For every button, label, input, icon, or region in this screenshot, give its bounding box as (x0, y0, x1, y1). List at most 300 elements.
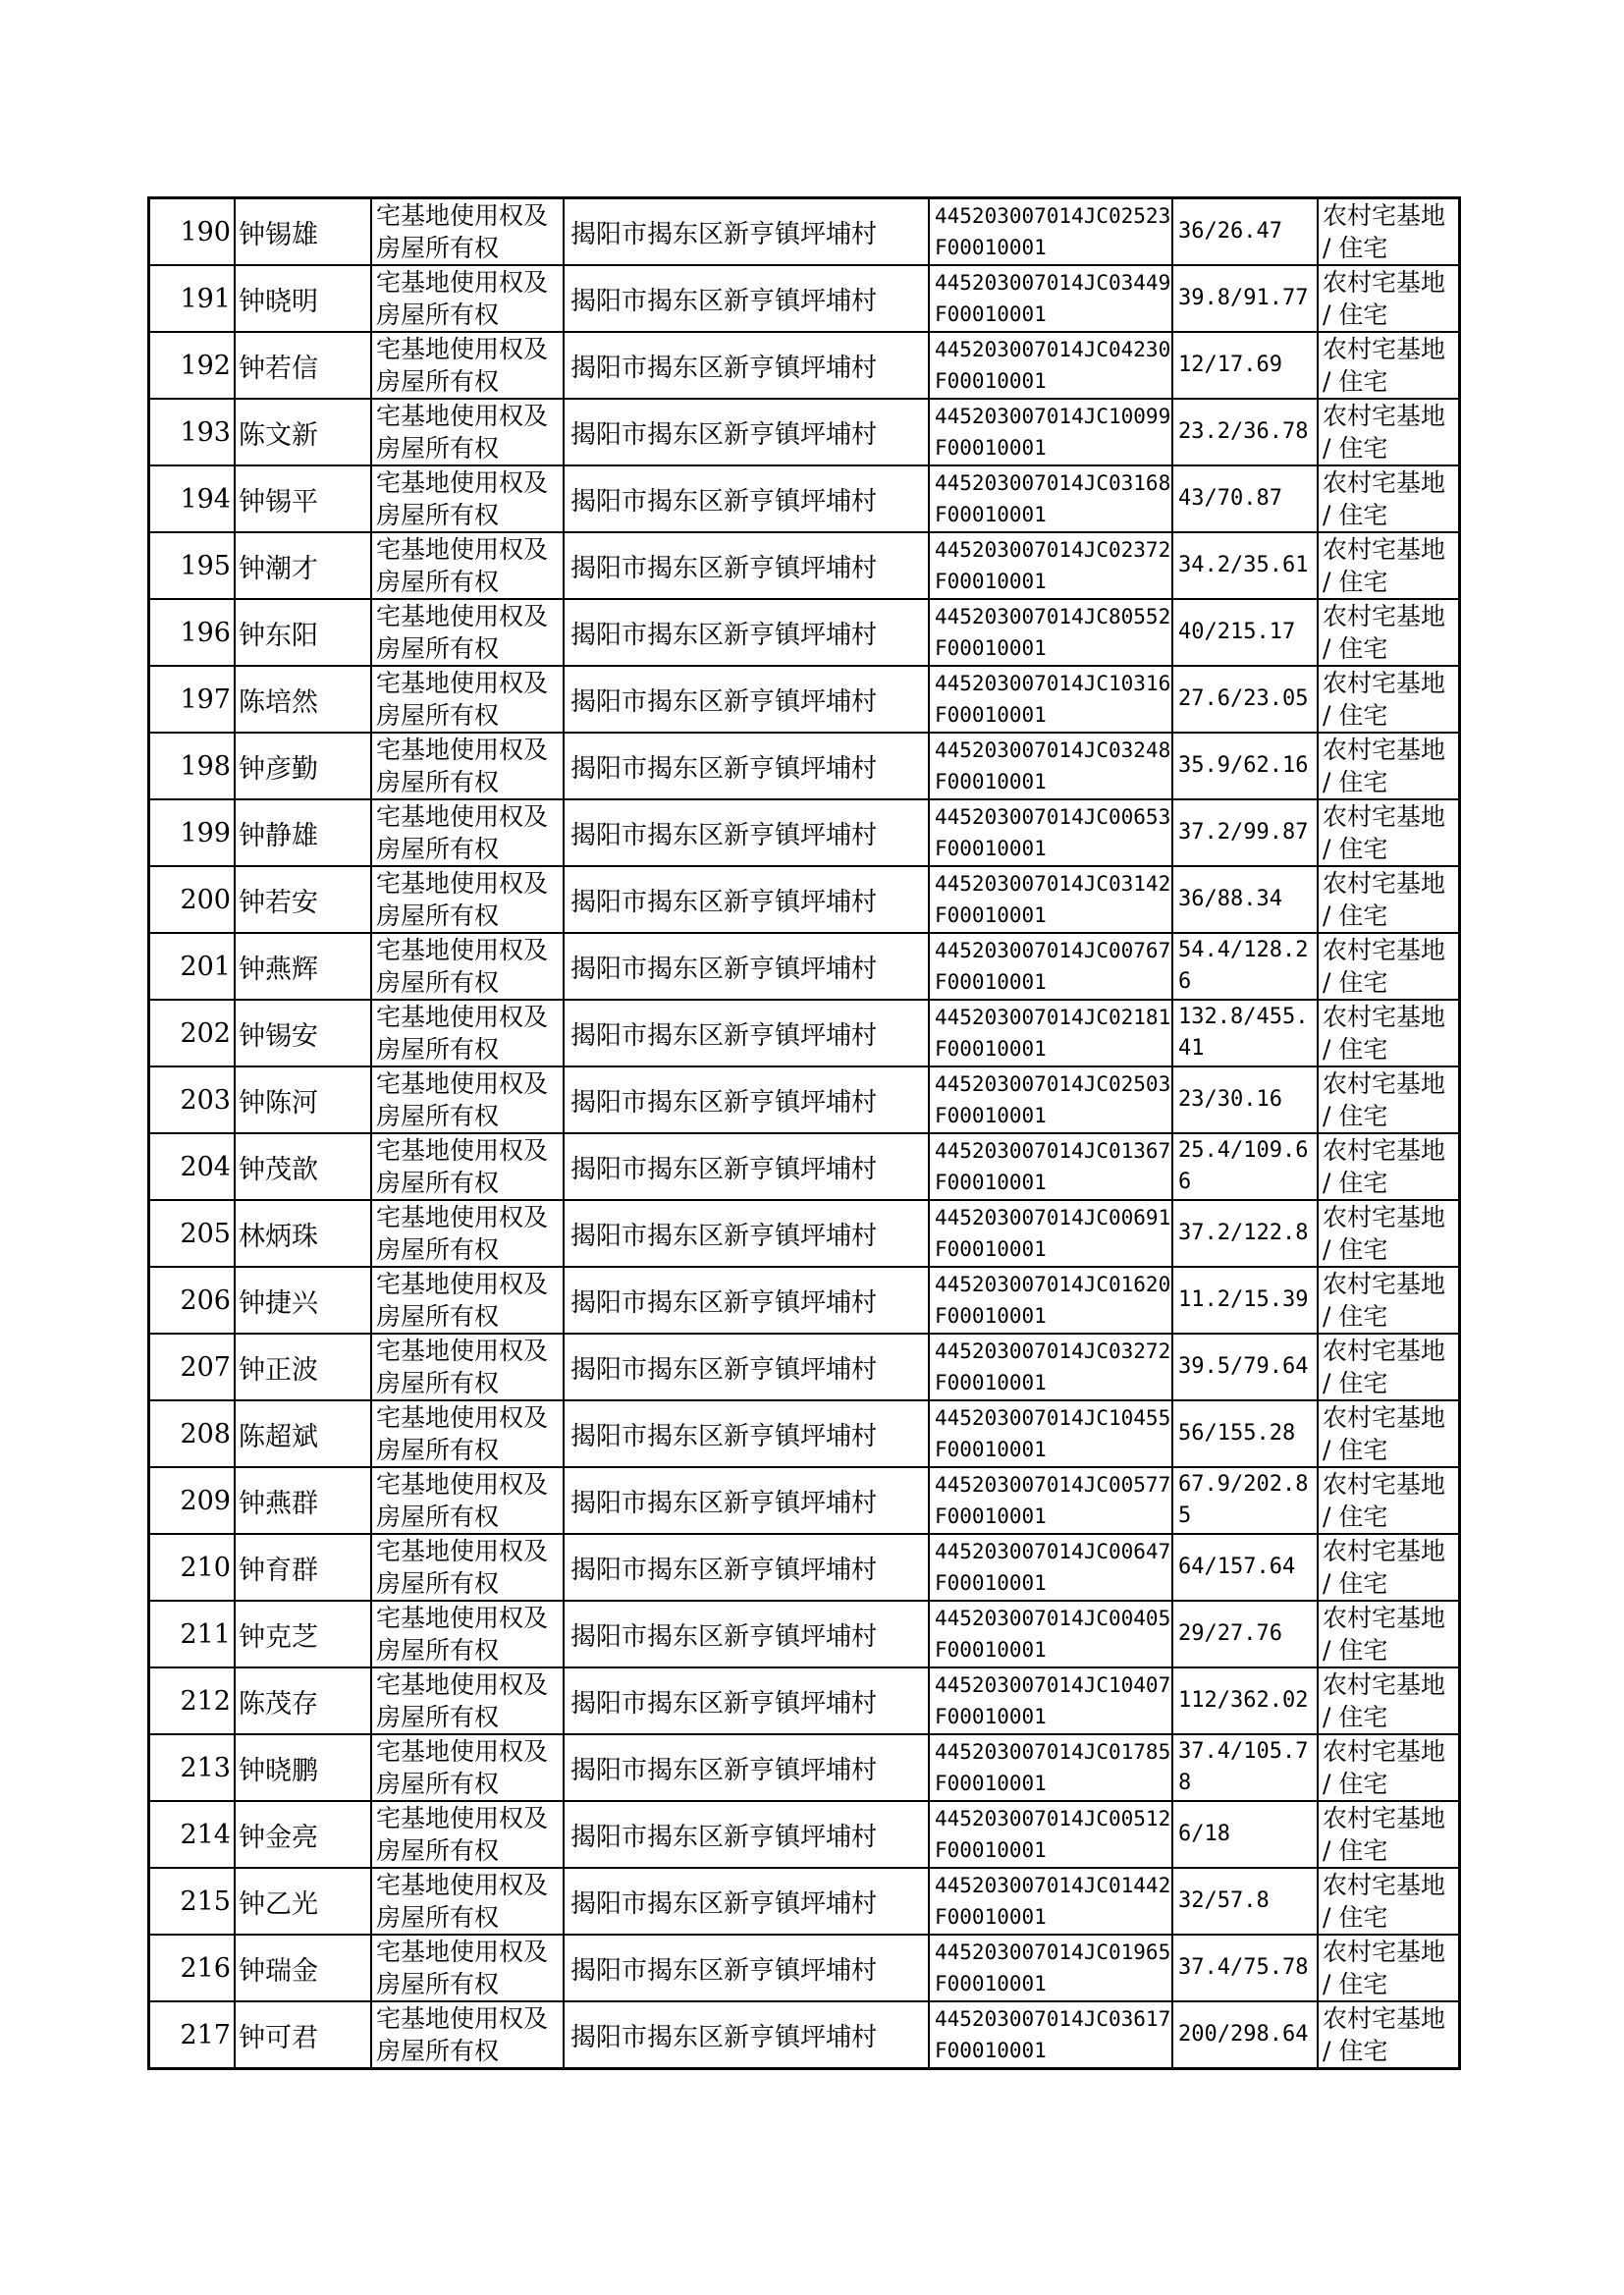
land-use-cell (1318, 1601, 1460, 1667)
land-use-text: 农村宅基地 / 住宅 (1323, 1604, 1446, 1665)
unit-code-text: 445203007014JC10316F00010001 (935, 672, 1171, 727)
owner-name-text: 钟可君 (239, 2022, 318, 2053)
land-use-text: 农村宅基地 / 住宅 (1323, 802, 1446, 863)
land-use-cell (1318, 1066, 1460, 1133)
table-row (149, 933, 1460, 1000)
right-type-text: 宅基地使用权及房屋所有权 (376, 1069, 549, 1130)
land-use-text: 农村宅基地 / 住宅 (1323, 602, 1446, 663)
location-cell (564, 1601, 929, 1667)
area-text: 36/26.47 (1178, 219, 1282, 244)
location-text: 揭阳市揭东区新亨镇坪埔村 (570, 1287, 878, 1318)
right-type-cell (371, 733, 564, 799)
location-cell (564, 666, 929, 733)
right-type-text: 宅基地使用权及房屋所有权 (376, 669, 549, 730)
row-number-cell (149, 866, 236, 933)
area-cell (1172, 599, 1318, 666)
location-text: 揭阳市揭东区新亨镇坪埔村 (570, 353, 878, 383)
unit-code-cell (929, 265, 1172, 332)
registry-table-body (149, 198, 1460, 2069)
owner-name-cell (235, 1467, 371, 1534)
area-cell (1172, 1066, 1318, 1133)
right-type-cell (371, 265, 564, 332)
location-text: 揭阳市揭东区新亨镇坪埔村 (570, 2022, 878, 2052)
area-cell (1172, 399, 1318, 465)
area-text: 25.4/109.66 (1178, 1138, 1309, 1194)
location-text: 揭阳市揭东区新亨镇坪埔村 (570, 1822, 878, 1852)
row-number-text: 206 (180, 1284, 231, 1316)
location-cell (564, 532, 929, 599)
area-text: 39.8/91.77 (1178, 286, 1309, 310)
row-number-text: 216 (180, 1952, 231, 1984)
owner-name-cell (235, 1801, 371, 1868)
unit-code-text: 445203007014JC03168F00010001 (935, 471, 1171, 526)
table-row (149, 1868, 1460, 1935)
land-use-cell (1318, 198, 1460, 266)
land-use-text: 农村宅基地 / 住宅 (1323, 869, 1446, 930)
location-text: 揭阳市揭东区新亨镇坪埔村 (570, 286, 878, 316)
row-number-cell (149, 799, 236, 866)
table-row (149, 1267, 1460, 1334)
area-cell (1172, 1133, 1318, 1200)
area-text: 23/30.16 (1178, 1087, 1282, 1112)
owner-name-text: 钟锡平 (239, 486, 318, 518)
right-type-cell (371, 198, 564, 266)
land-use-text: 农村宅基地 / 住宅 (1323, 1270, 1446, 1331)
owner-name-text: 钟燕辉 (239, 954, 318, 985)
location-text: 揭阳市揭东区新亨镇坪埔村 (570, 954, 878, 984)
location-cell (564, 1066, 929, 1133)
land-use-cell (1318, 399, 1460, 465)
location-text: 揭阳市揭东区新亨镇坪埔村 (570, 820, 878, 850)
land-use-text: 农村宅基地 / 住宅 (1323, 1737, 1446, 1798)
row-number-cell (149, 532, 236, 599)
land-use-text: 农村宅基地 / 住宅 (1323, 1337, 1446, 1397)
location-cell (564, 866, 929, 933)
row-number-text: 197 (180, 683, 231, 715)
unit-code-text: 445203007014JC02372F00010001 (935, 538, 1171, 593)
row-number-cell (149, 1133, 236, 1200)
owner-name-cell (235, 1000, 371, 1066)
owner-name-cell (235, 866, 371, 933)
land-use-cell (1318, 1400, 1460, 1467)
right-type-text: 宅基地使用权及房屋所有权 (376, 936, 549, 997)
right-type-cell (371, 1601, 564, 1667)
land-use-text: 农村宅基地 / 住宅 (1323, 1003, 1446, 1064)
unit-code-cell (929, 1334, 1172, 1400)
row-number-cell (149, 733, 236, 799)
owner-name-cell (235, 1935, 371, 2001)
row-number-cell (149, 1200, 236, 1267)
row-number-text: 202 (180, 1017, 231, 1049)
location-text: 揭阳市揭东区新亨镇坪埔村 (570, 1154, 878, 1184)
table-row (149, 1734, 1460, 1801)
area-cell (1172, 866, 1318, 933)
right-type-cell (371, 1066, 564, 1133)
location-cell (564, 1534, 929, 1601)
location-cell (564, 933, 929, 1000)
owner-name-cell (235, 1667, 371, 1734)
land-use-text: 农村宅基地 / 住宅 (1323, 1470, 1446, 1531)
unit-code-text: 445203007014JC10407F00010001 (935, 1673, 1171, 1728)
location-text: 揭阳市揭东区新亨镇坪埔村 (570, 553, 878, 583)
land-use-cell (1318, 532, 1460, 599)
location-text: 揭阳市揭东区新亨镇坪埔村 (570, 620, 878, 650)
right-type-cell (371, 1400, 564, 1467)
location-cell (564, 1000, 929, 1066)
owner-name-cell (235, 1334, 371, 1400)
location-text: 揭阳市揭东区新亨镇坪埔村 (570, 1354, 878, 1385)
right-type-text: 宅基地使用权及房屋所有权 (376, 402, 549, 463)
row-number-text: 190 (180, 216, 231, 247)
location-text: 揭阳市揭东区新亨镇坪埔村 (570, 1955, 878, 1986)
location-text: 揭阳市揭东区新亨镇坪埔村 (570, 1555, 878, 1585)
area-text: 37.2/99.87 (1178, 820, 1309, 845)
location-text: 揭阳市揭东区新亨镇坪埔村 (570, 1221, 878, 1251)
owner-name-cell (235, 1868, 371, 1935)
location-cell (564, 1868, 929, 1935)
location-text: 揭阳市揭东区新亨镇坪埔村 (570, 1087, 878, 1118)
owner-name-text: 钟捷兴 (239, 1287, 318, 1319)
location-text: 揭阳市揭东区新亨镇坪埔村 (570, 486, 878, 517)
location-cell (564, 799, 929, 866)
unit-code-cell (929, 1667, 1172, 1734)
area-cell (1172, 1868, 1318, 1935)
owner-name-text: 陈超斌 (239, 1421, 318, 1452)
owner-name-text: 钟晓明 (239, 286, 318, 317)
right-type-cell (371, 1534, 564, 1601)
right-type-cell (371, 1935, 564, 2001)
land-use-cell (1318, 465, 1460, 532)
area-cell (1172, 1601, 1318, 1667)
owner-name-cell (235, 532, 371, 599)
row-number-text: 207 (180, 1351, 231, 1383)
land-use-cell (1318, 1200, 1460, 1267)
unit-code-cell (929, 1400, 1172, 1467)
owner-name-text: 钟东阳 (239, 620, 318, 651)
area-text: 29/27.76 (1178, 1621, 1282, 1646)
row-number-text: 193 (180, 416, 231, 448)
owner-name-text: 钟燕群 (239, 1488, 318, 1519)
land-use-text: 农村宅基地 / 住宅 (1323, 468, 1446, 529)
owner-name-text: 林炳珠 (239, 1221, 318, 1252)
right-type-cell (371, 2001, 564, 2069)
area-cell (1172, 799, 1318, 866)
right-type-text: 宅基地使用权及房屋所有权 (376, 1604, 549, 1665)
owner-name-cell (235, 465, 371, 532)
row-number-cell (149, 1601, 236, 1667)
row-number-cell (149, 1868, 236, 1935)
unit-code-text: 445203007014JC01620F00010001 (935, 1273, 1171, 1328)
area-text: 67.9/202.85 (1178, 1472, 1309, 1528)
location-cell (564, 198, 929, 266)
row-number-cell (149, 399, 236, 465)
area-cell (1172, 532, 1318, 599)
location-text: 揭阳市揭东区新亨镇坪埔村 (570, 753, 878, 784)
right-type-cell (371, 933, 564, 1000)
unit-code-cell (929, 1868, 1172, 1935)
row-number-text: 200 (180, 884, 231, 915)
owner-name-cell (235, 1400, 371, 1467)
row-number-cell (149, 1334, 236, 1400)
right-type-cell (371, 666, 564, 733)
row-number-text: 208 (180, 1418, 231, 1449)
land-use-text: 农村宅基地 / 住宅 (1323, 1871, 1446, 1932)
area-text: 132.8/455.41 (1178, 1005, 1309, 1061)
row-number-text: 214 (180, 1819, 231, 1850)
table-row (149, 1066, 1460, 1133)
right-type-cell (371, 1133, 564, 1200)
table-row (149, 1200, 1460, 1267)
unit-code-text: 445203007014JC03272F00010001 (935, 1339, 1171, 1394)
owner-name-cell (235, 599, 371, 666)
owner-name-text: 陈文新 (239, 419, 318, 451)
land-use-text: 农村宅基地 / 住宅 (1323, 1537, 1446, 1598)
right-type-text: 宅基地使用权及房屋所有权 (376, 201, 549, 262)
right-type-cell (371, 799, 564, 866)
unit-code-cell (929, 1200, 1172, 1267)
unit-code-cell (929, 2001, 1172, 2069)
location-cell (564, 733, 929, 799)
unit-code-text: 445203007014JC01965F00010001 (935, 1940, 1171, 1995)
owner-name-text: 钟茂歆 (239, 1154, 318, 1185)
area-text: 200/298.64 (1178, 2022, 1309, 2047)
table-row (149, 1935, 1460, 2001)
table-row (149, 1467, 1460, 1534)
unit-code-cell (929, 1734, 1172, 1801)
unit-code-text: 445203007014JC00767F00010001 (935, 939, 1171, 994)
area-cell (1172, 1400, 1318, 1467)
land-use-text: 农村宅基地 / 住宅 (1323, 402, 1446, 463)
location-cell (564, 1467, 929, 1534)
owner-name-cell (235, 666, 371, 733)
owner-name-cell (235, 2001, 371, 2069)
row-number-cell (149, 1734, 236, 1801)
row-number-text: 194 (180, 483, 231, 515)
owner-name-text: 钟克芝 (239, 1621, 318, 1653)
row-number-cell (149, 933, 236, 1000)
land-use-cell (1318, 1801, 1460, 1868)
table-row (149, 265, 1460, 332)
land-use-cell (1318, 599, 1460, 666)
unit-code-text: 445203007014JC02181F00010001 (935, 1006, 1171, 1061)
row-number-text: 204 (180, 1151, 231, 1182)
land-use-text: 农村宅基地 / 住宅 (1323, 535, 1446, 596)
unit-code-cell (929, 1000, 1172, 1066)
right-type-cell (371, 1267, 564, 1334)
land-use-cell (1318, 1734, 1460, 1801)
area-cell (1172, 1534, 1318, 1601)
unit-code-text: 445203007014JC02523F00010001 (935, 204, 1171, 259)
row-number-cell (149, 666, 236, 733)
area-cell (1172, 2001, 1318, 2069)
right-type-cell (371, 1000, 564, 1066)
owner-name-text: 钟育群 (239, 1555, 318, 1586)
land-use-cell (1318, 265, 1460, 332)
table-row (149, 1133, 1460, 1200)
land-use-cell (1318, 1334, 1460, 1400)
row-number-text: 213 (180, 1752, 231, 1783)
area-cell (1172, 332, 1318, 399)
owner-name-cell (235, 1200, 371, 1267)
unit-code-cell (929, 1467, 1172, 1534)
right-type-text: 宅基地使用权及房屋所有权 (376, 1136, 549, 1197)
land-use-cell (1318, 1133, 1460, 1200)
location-text: 揭阳市揭东区新亨镇坪埔村 (570, 1688, 878, 1719)
unit-code-cell (929, 1267, 1172, 1334)
land-use-text: 农村宅基地 / 住宅 (1323, 736, 1446, 796)
row-number-text: 209 (180, 1485, 231, 1516)
unit-code-cell (929, 799, 1172, 866)
unit-code-text: 445203007014JC03248F00010001 (935, 738, 1171, 793)
row-number-cell (149, 599, 236, 666)
row-number-text: 192 (180, 350, 231, 381)
land-use-cell (1318, 1868, 1460, 1935)
right-type-text: 宅基地使用权及房屋所有权 (376, 736, 549, 796)
right-type-text: 宅基地使用权及房屋所有权 (376, 335, 549, 396)
row-number-cell (149, 1267, 236, 1334)
location-text: 揭阳市揭东区新亨镇坪埔村 (570, 1488, 878, 1518)
owner-name-cell (235, 1066, 371, 1133)
right-type-text: 宅基地使用权及房屋所有权 (376, 1203, 549, 1264)
area-text: 56/155.28 (1178, 1421, 1296, 1446)
right-type-text: 宅基地使用权及房屋所有权 (376, 468, 549, 529)
location-cell (564, 332, 929, 399)
land-use-text: 农村宅基地 / 住宅 (1323, 1804, 1446, 1865)
location-cell (564, 399, 929, 465)
land-use-cell (1318, 933, 1460, 1000)
right-type-text: 宅基地使用权及房屋所有权 (376, 268, 549, 329)
unit-code-text: 445203007014JC00691F00010001 (935, 1206, 1171, 1261)
table-row (149, 198, 1460, 266)
land-use-text: 农村宅基地 / 住宅 (1323, 936, 1446, 997)
row-number-text: 198 (180, 750, 231, 782)
right-type-text: 宅基地使用权及房屋所有权 (376, 2004, 549, 2065)
right-type-cell (371, 1734, 564, 1801)
right-type-cell (371, 1334, 564, 1400)
unit-code-cell (929, 866, 1172, 933)
location-cell (564, 1667, 929, 1734)
land-use-cell (1318, 799, 1460, 866)
row-number-text: 212 (180, 1685, 231, 1717)
right-type-text: 宅基地使用权及房屋所有权 (376, 1537, 549, 1598)
owner-name-cell (235, 265, 371, 332)
owner-name-cell (235, 332, 371, 399)
table-row (149, 1667, 1460, 1734)
right-type-cell (371, 532, 564, 599)
location-cell (564, 1200, 929, 1267)
area-text: 37.4/105.78 (1178, 1739, 1309, 1795)
location-cell (564, 1935, 929, 2001)
area-cell (1172, 1467, 1318, 1534)
owner-name-text: 钟正波 (239, 1354, 318, 1386)
unit-code-text: 445203007014JC01442F00010001 (935, 1874, 1171, 1929)
row-number-cell (149, 1801, 236, 1868)
area-cell (1172, 1935, 1318, 2001)
area-text: 23.2/36.78 (1178, 419, 1309, 444)
location-text: 揭阳市揭东区新亨镇坪埔村 (570, 219, 878, 249)
row-number-cell (149, 2001, 236, 2069)
right-type-cell (371, 332, 564, 399)
unit-code-text: 445203007014JC00653F00010001 (935, 805, 1171, 860)
owner-name-cell (235, 799, 371, 866)
unit-code-text: 445203007014JC00577F00010001 (935, 1473, 1171, 1528)
location-cell (564, 465, 929, 532)
area-text: 36/88.34 (1178, 887, 1282, 911)
right-type-cell (371, 1801, 564, 1868)
right-type-text: 宅基地使用权及房屋所有权 (376, 1403, 549, 1464)
owner-name-text: 钟金亮 (239, 1822, 318, 1853)
owner-name-text: 钟静雄 (239, 820, 318, 851)
owner-name-cell (235, 399, 371, 465)
area-text: 12/17.69 (1178, 353, 1282, 377)
location-text: 揭阳市揭东区新亨镇坪埔村 (570, 1421, 878, 1451)
table-row (149, 1534, 1460, 1601)
row-number-text: 211 (180, 1618, 231, 1650)
land-use-cell (1318, 1267, 1460, 1334)
land-use-text: 农村宅基地 / 住宅 (1323, 1670, 1446, 1731)
table-row (149, 465, 1460, 532)
location-text: 揭阳市揭东区新亨镇坪埔村 (570, 686, 878, 717)
owner-name-text: 钟陈河 (239, 1087, 318, 1119)
unit-code-text: 445203007014JC80552F00010001 (935, 605, 1171, 660)
unit-code-text: 445203007014JC01367F00010001 (935, 1139, 1171, 1194)
unit-code-text: 445203007014JC01785F00010001 (935, 1740, 1171, 1795)
row-number-cell (149, 1000, 236, 1066)
row-number-text: 195 (180, 550, 231, 581)
unit-code-text: 445203007014JC10099F00010001 (935, 405, 1171, 460)
unit-code-text: 445203007014JC10455F00010001 (935, 1406, 1171, 1461)
location-text: 揭阳市揭东区新亨镇坪埔村 (570, 419, 878, 450)
owner-name-text: 陈培然 (239, 686, 318, 718)
unit-code-text: 445203007014JC02503F00010001 (935, 1072, 1171, 1127)
owner-name-text: 钟若信 (239, 353, 318, 384)
owner-name-text: 钟潮才 (239, 553, 318, 584)
unit-code-text: 445203007014JC04230F00010001 (935, 338, 1171, 393)
right-type-text: 宅基地使用权及房屋所有权 (376, 1470, 549, 1531)
right-type-cell (371, 465, 564, 532)
land-use-text: 农村宅基地 / 住宅 (1323, 1403, 1446, 1464)
owner-name-text: 钟锡安 (239, 1020, 318, 1052)
area-text: 37.2/122.8 (1178, 1221, 1309, 1245)
right-type-text: 宅基地使用权及房屋所有权 (376, 1938, 549, 1998)
table-row (149, 1801, 1460, 1868)
row-number-cell (149, 1400, 236, 1467)
table-row (149, 1334, 1460, 1400)
table-row (149, 666, 1460, 733)
table-row (149, 1601, 1460, 1667)
unit-code-text: 445203007014JC00405F00010001 (935, 1607, 1171, 1662)
row-number-cell (149, 465, 236, 532)
row-number-cell (149, 198, 236, 266)
row-number-text: 196 (180, 617, 231, 648)
area-cell (1172, 1667, 1318, 1734)
location-cell (564, 599, 929, 666)
table-row (149, 799, 1460, 866)
land-use-text: 农村宅基地 / 住宅 (1323, 201, 1446, 262)
unit-code-text: 445203007014JC00647F00010001 (935, 1540, 1171, 1595)
unit-code-cell (929, 1801, 1172, 1868)
right-type-text: 宅基地使用权及房屋所有权 (376, 1337, 549, 1397)
owner-name-cell (235, 1734, 371, 1801)
unit-code-cell (929, 1601, 1172, 1667)
owner-name-cell (235, 1267, 371, 1334)
owner-name-cell (235, 198, 371, 266)
right-type-text: 宅基地使用权及房屋所有权 (376, 1270, 549, 1331)
right-type-cell (371, 866, 564, 933)
right-type-text: 宅基地使用权及房屋所有权 (376, 1003, 549, 1064)
owner-name-cell (235, 1133, 371, 1200)
right-type-text: 宅基地使用权及房屋所有权 (376, 602, 549, 663)
